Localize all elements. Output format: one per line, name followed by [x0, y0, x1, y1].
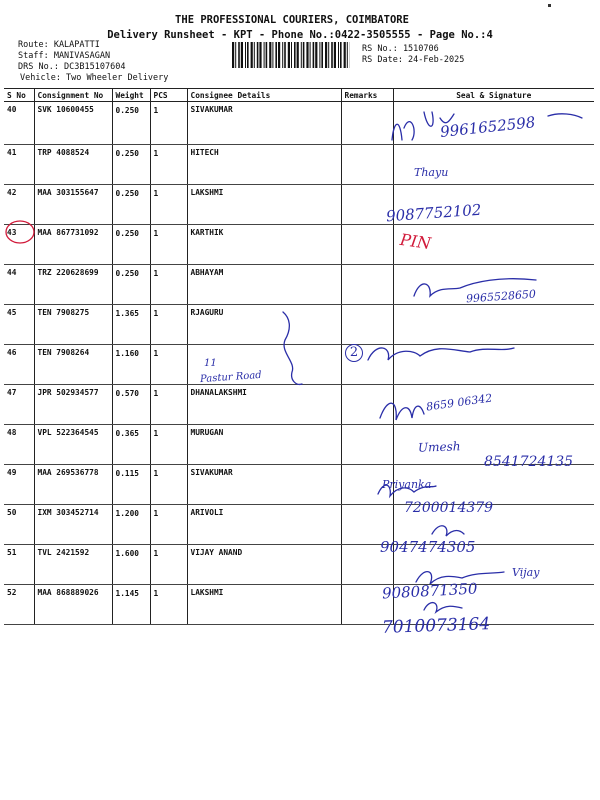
table-row: [4, 545, 594, 585]
cell-remarks: [341, 225, 393, 265]
cell-pcs-text: 1: [153, 269, 159, 278]
cell-consignee: [187, 465, 341, 505]
hw-r46-note2: Pastur Road: [199, 369, 263, 386]
cell-consignee: [187, 385, 341, 425]
barcode-bar: [310, 42, 311, 68]
table-row: [4, 225, 594, 265]
cell-pcs-text: 1: [153, 549, 159, 558]
cell-pcs: [150, 225, 187, 265]
cell-pcs: [150, 505, 187, 545]
cell-sno-text: 45: [7, 308, 17, 317]
barcode-bar: [319, 42, 320, 68]
cell-consignee-text: LAKSHMI: [190, 188, 224, 197]
cell-sno-text: 52: [7, 588, 17, 597]
cell-sno-text: 50: [7, 508, 17, 517]
table-row: [4, 185, 594, 225]
table-row: [4, 385, 594, 425]
cell-consignee-text: ABHAYAM: [190, 268, 224, 277]
barcode-bar: [251, 42, 253, 68]
cell-consignment-text: MAA 867731092: [37, 228, 99, 237]
cell-sno-text: 46: [7, 348, 17, 357]
cell-weight: [112, 545, 150, 585]
cell-consignee-text: ARIVOLI: [190, 508, 224, 517]
cell-consignee: [187, 185, 341, 225]
cell-consignment-text: MAA 269536778: [37, 468, 99, 477]
barcode-bar: [331, 42, 333, 68]
table-row: [4, 465, 594, 505]
cell-pcs-text: 1: [153, 106, 159, 115]
barcode-bar: [334, 42, 336, 68]
cell-consignment: [34, 465, 112, 505]
cell-consignment: [34, 225, 112, 265]
cell-sno: [4, 505, 34, 545]
hw-r43-pin: PIN: [398, 229, 433, 254]
cell-consignment: [34, 385, 112, 425]
cell-consignee: [187, 545, 341, 585]
cell-weight-text: 0.250: [115, 269, 139, 278]
hw-r48-phone: 8541724135: [484, 454, 574, 470]
cell-consignment: [34, 425, 112, 465]
barcode-bar: [235, 42, 236, 68]
barcode-bar: [313, 42, 315, 68]
hw-r48-name: Umesh: [417, 439, 461, 455]
barcode-bar: [315, 42, 317, 68]
cell-consignment-text: TEN 7908264: [37, 348, 90, 357]
rs-number: RS No.: 1510706: [362, 44, 439, 54]
runsheet-meta-right: [362, 44, 464, 66]
cell-consignee-text: LAKSHMI: [190, 588, 224, 597]
cell-seal-signature: [393, 345, 594, 385]
hw-r49-phone: 7200014379: [404, 500, 494, 516]
cell-weight-text: 0.250: [115, 189, 139, 198]
barcode-bar: [344, 42, 346, 68]
cell-pcs: [150, 425, 187, 465]
cell-consignee-text: RJAGURU: [190, 308, 224, 317]
hw-r46-circle: 2: [345, 344, 363, 362]
barcode-bar: [291, 42, 292, 68]
cell-pcs: [150, 385, 187, 425]
cell-remarks: [341, 385, 393, 425]
staff-label: Staff: MANIVASAGAN: [18, 51, 111, 61]
barcode-bar: [247, 42, 249, 68]
cell-consignee: [187, 225, 341, 265]
cell-sno: [4, 102, 34, 145]
cell-sno: [4, 465, 34, 505]
col-remarks: Remarks: [341, 89, 393, 102]
cell-weight: [112, 585, 150, 625]
barcode-bar: [340, 42, 342, 68]
cell-sno: [4, 225, 34, 265]
cell-consignment: [34, 102, 112, 145]
cell-sno-text: 51: [7, 548, 17, 557]
col-pcs: PCS: [150, 89, 187, 102]
table-row: [4, 345, 594, 385]
cell-sno: [4, 585, 34, 625]
cell-consignee: [187, 505, 341, 545]
cell-pcs: [150, 265, 187, 305]
cell-weight-text: 0.570: [115, 389, 139, 398]
cell-consignment-text: TEN 7908275: [37, 308, 90, 317]
cell-consignment: [34, 585, 112, 625]
col-weight: Weight: [112, 89, 150, 102]
table-row: [4, 585, 594, 625]
barcode-bar: [306, 42, 308, 68]
cell-sno-text: 43: [7, 228, 17, 237]
barcode-bar: [232, 42, 234, 68]
hw-r51-phone: 9080871350: [381, 579, 478, 603]
cell-pcs: [150, 102, 187, 145]
hw-r47-phone: 8659 06342: [425, 391, 494, 414]
barcode-bar: [272, 42, 273, 68]
cell-remarks: [341, 102, 393, 145]
cell-pcs: [150, 465, 187, 505]
cell-sno: [4, 385, 34, 425]
cell-pcs-text: 1: [153, 429, 159, 438]
cell-pcs-text: 1: [153, 189, 159, 198]
cell-remarks: [341, 265, 393, 305]
hw-r40-phone: 9961652598: [439, 113, 537, 141]
barcode-bar: [294, 42, 296, 68]
barcode-bar: [269, 42, 271, 68]
cell-sno: [4, 145, 34, 185]
cell-consignee-text: SIVAKUMAR: [190, 468, 233, 477]
barcode-bar: [328, 42, 329, 68]
cell-consignment-text: TRZ 220628699: [37, 268, 99, 277]
cell-remarks: [341, 145, 393, 185]
cell-weight: [112, 425, 150, 465]
cell-sno-text: 44: [7, 268, 17, 277]
cell-consignee: [187, 585, 341, 625]
cell-sno: [4, 185, 34, 225]
cell-weight: [112, 305, 150, 345]
drs-label: DRS No.: DC3B15107604: [18, 62, 126, 72]
cell-pcs-text: 1: [153, 229, 159, 238]
cell-consignment: [34, 305, 112, 345]
cell-consignment-text: TRP 4088524: [37, 148, 90, 157]
cell-consignee-text: SIVAKUMAR: [190, 105, 233, 114]
barcode-bar: [303, 42, 305, 68]
hw-r42-phone: 9087752102: [385, 200, 482, 226]
hw-r41-name: Thayu: [414, 166, 449, 179]
barcode-bar: [284, 42, 286, 68]
cell-sno-text: 49: [7, 468, 17, 477]
cell-consignment: [34, 545, 112, 585]
cell-weight-text: 1.600: [115, 549, 139, 558]
barcode-bar: [275, 42, 277, 68]
cell-remarks: [341, 425, 393, 465]
barcode: [232, 42, 350, 68]
cell-remarks: [341, 305, 393, 345]
cell-pcs-text: 1: [153, 389, 159, 398]
cell-sno: [4, 425, 34, 465]
rs-date: RS Date: 24-Feb-2025: [362, 55, 465, 65]
barcode-bar: [245, 42, 246, 68]
cell-consignment: [34, 345, 112, 385]
cell-consignment-text: VPL 522364545: [37, 428, 99, 437]
cell-weight-text: 0.115: [115, 469, 139, 478]
cell-seal-signature: [393, 305, 594, 345]
cell-sno-text: 48: [7, 428, 17, 437]
col-seal-signature: Seal & Signature: [393, 89, 594, 102]
barcode-bar: [325, 42, 327, 68]
col-sno: S No: [4, 89, 34, 102]
cell-weight: [112, 385, 150, 425]
cell-sno: [4, 345, 34, 385]
cell-consignment-text: MAA 868889026: [37, 588, 99, 597]
barcode-bar: [241, 42, 243, 68]
cell-consignment: [34, 265, 112, 305]
cell-sno-text: 47: [7, 388, 17, 397]
cell-sno-text: 40: [7, 105, 17, 114]
cell-weight-text: 1.365: [115, 309, 139, 318]
cell-consignment-text: IXM 303452714: [37, 508, 99, 517]
cell-sno-text: 42: [7, 188, 17, 197]
cell-weight: [112, 225, 150, 265]
cell-consignment-text: JPR 502934577: [37, 388, 99, 397]
cell-weight-text: 0.250: [115, 149, 139, 158]
cell-weight: [112, 465, 150, 505]
cell-pcs-text: 1: [153, 149, 159, 158]
barcode-bar: [259, 42, 261, 68]
cell-weight: [112, 265, 150, 305]
cell-consignment: [34, 185, 112, 225]
cell-consignee-text: HITECH: [190, 148, 219, 157]
table-row: [4, 145, 594, 185]
cell-consignee-text: VIJAY ANAND: [190, 548, 243, 557]
cell-weight: [112, 185, 150, 225]
cell-weight-text: 0.250: [115, 106, 139, 115]
cell-weight-text: 1.145: [115, 589, 139, 598]
cell-consignee-text: KARTHIK: [190, 228, 224, 237]
barcode-bar: [347, 42, 348, 68]
runsheet-meta-left: [18, 40, 168, 84]
cell-pcs-text: 1: [153, 509, 159, 518]
cell-pcs-text: 1: [153, 589, 159, 598]
hw-r46-note1: 11: [204, 358, 217, 369]
cell-sno: [4, 305, 34, 345]
scan-speck: [548, 4, 551, 7]
barcode-bar: [338, 42, 339, 68]
cell-pcs: [150, 345, 187, 385]
table-row: [4, 505, 594, 545]
barcode-bar: [321, 42, 323, 68]
hw-r51-sign: Vijay: [512, 566, 540, 579]
cell-remarks: [341, 185, 393, 225]
cell-weight-text: 1.160: [115, 349, 139, 358]
cell-weight: [112, 505, 150, 545]
cell-pcs: [150, 145, 187, 185]
cell-weight: [112, 102, 150, 145]
cell-consignment-text: MAA 303155647: [37, 188, 99, 197]
hw-r50-phone: 9047474305: [380, 538, 476, 556]
cell-weight-text: 0.250: [115, 229, 139, 238]
cell-consignee-text: DHANALAKSHMI: [190, 388, 247, 397]
cell-weight: [112, 145, 150, 185]
table-header: [4, 89, 594, 102]
barcode-bar: [257, 42, 259, 68]
cell-consignee: [187, 265, 341, 305]
barcode-bar: [278, 42, 280, 68]
cell-pcs: [150, 545, 187, 585]
cell-weight-text: 0.365: [115, 429, 139, 438]
hw-r52-phone: 7010073164: [381, 614, 491, 638]
company-title: THE PROFESSIONAL COURIERS, COIMBATORE: [175, 14, 409, 26]
cell-pcs-text: 1: [153, 309, 159, 318]
cell-pcs-text: 1: [153, 469, 159, 478]
cell-consignee: [187, 425, 341, 465]
cell-sno-text: 41: [7, 148, 17, 157]
route-label: Route: KALAPATTI: [18, 40, 100, 50]
table-row: [4, 305, 594, 345]
runsheet-subtitle: Delivery Runsheet - KPT - Phone No.:0422-3505555 - Page No.:4: [107, 29, 493, 41]
runsheet-table: [4, 88, 594, 625]
cell-weight-text: 1.200: [115, 509, 139, 518]
cell-pcs-text: 1: [153, 349, 159, 358]
barcode-bar: [301, 42, 302, 68]
cell-consignee: [187, 145, 341, 185]
barcode-bar: [264, 42, 265, 68]
barcode-bar: [266, 42, 268, 68]
cell-pcs: [150, 185, 187, 225]
hw-r44-phone: 9965528650: [465, 287, 537, 306]
barcode-bar: [282, 42, 283, 68]
barcode-bar: [297, 42, 299, 68]
cell-consignment-text: SVK 10600455: [37, 105, 94, 114]
cell-consignee: [187, 305, 341, 345]
cell-sno: [4, 545, 34, 585]
hw-r49-sign: Priyanka: [382, 478, 432, 491]
cell-pcs: [150, 305, 187, 345]
cell-consignee: [187, 102, 341, 145]
cell-consignee-text: MURUGAN: [190, 428, 224, 437]
cell-consignment: [34, 145, 112, 185]
cell-consignment-text: TVL 2421592: [37, 548, 90, 557]
col-consignee: Consignee Details: [187, 89, 341, 102]
vehicle-label: Vehicle: Two Wheeler Delivery: [20, 73, 169, 83]
cell-consignment: [34, 505, 112, 545]
cell-sno: [4, 265, 34, 305]
cell-pcs: [150, 585, 187, 625]
barcode-bar: [288, 42, 290, 68]
cell-seal-signature: [393, 385, 594, 425]
barcode-bar: [254, 42, 255, 68]
barcode-bar: [238, 42, 240, 68]
col-consignment: Consignment No: [34, 89, 112, 102]
cell-weight: [112, 345, 150, 385]
